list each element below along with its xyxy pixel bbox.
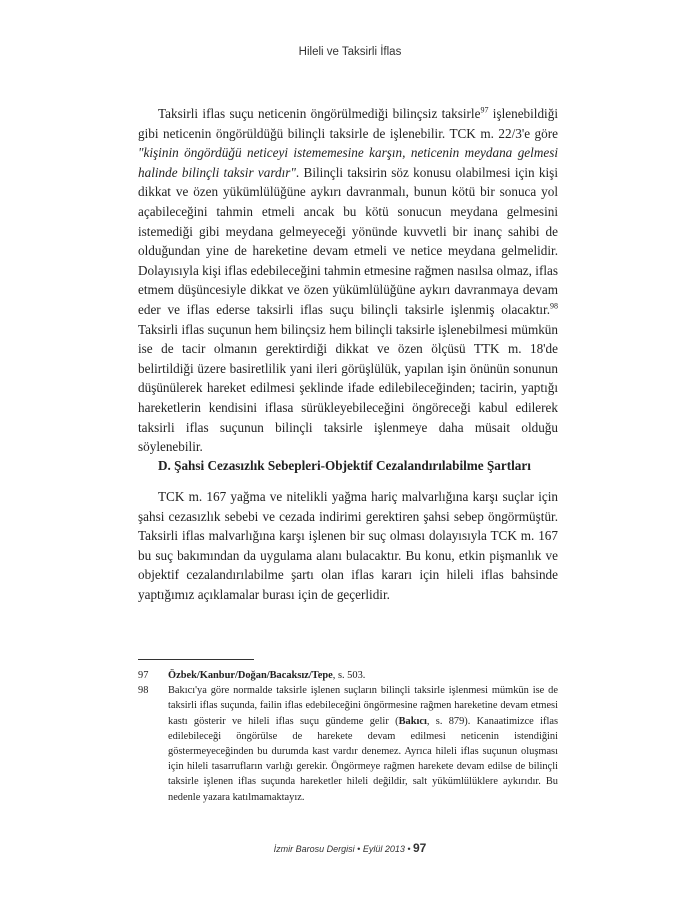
footnote-text [168, 668, 558, 683]
footnote-author: Özbek/Kanbur/Doğan/Bacaksız/Tepe [168, 670, 333, 681]
footnote-divider [138, 659, 254, 660]
footnote-text-before: Bakıcı'ya göre normalde taksirle işlenen suçların bilinçli taksirle işlenmesi mümkün ise de taksirli iflas suçunda, failin iflas edebileceğini öngörmesine rağmen hareketine devam etmesi kastı gösterir ve hileli iflas suçu gündeme gelir ( [168, 685, 558, 727]
footer-separator: • [354, 844, 363, 854]
footnote-text-after: , s. 879). Kanaatimizce iflas edilebileceği öngörülse de harekete devam edilmesi neticenin istendiğini göstermeyeceğinden bu durumda kast vardır denemez. Ayrıca hileli iflas suçunun oluşması için hileli tasarrufların varlığı gerekir. Öngörmeye rağmen harekete devam edilse de bilinçli taksirle işlenen iflas suçunda hareketler hileli değildir, salt yükümlülüklere aykırıdır. Bu nedenle yazara katılmamaktayız. [168, 715, 558, 803]
footnote-text [168, 683, 558, 805]
footnotes [138, 668, 558, 805]
journal-name: İzmir Barosu Dergisi [273, 844, 355, 854]
paragraph-1-sentence-1: Taksirli iflas suçu neticenin öngörülmediği bilinçsiz taksirle [158, 106, 481, 121]
section-heading: D. Şahsi Cezasızlık Sebepleri-Objektif Cezalandırılabilme Şartları [158, 458, 531, 473]
footnote-number: 98 [138, 685, 149, 697]
footnote-number: 97 [138, 670, 149, 681]
footnote-author: Bakıcı [398, 715, 427, 727]
footer-separator: • [404, 844, 413, 854]
paragraph-1-sentence-4: Taksirli iflas suçunun hem bilinçsiz hem bilinçli taksirle işlenebilmesi mümkün ise de tacir olmanın gerektirdiği dikkat ve özen ölçüsü TTK m. 18'de belirtildiği üzere basiretlilik yani ileri görüşlülük, yapılan işin önünün sonunun düşünülerek hareket edilmesi şeklinde ifade edilebileceğinden; tacirin, yaptığı hareketlerin kendisini iflasa sürükleyebileceğini öngöreceği kabul edilerek taksirli iflas suçunun bilinçli taksirle işlenmeye daha müsait olduğu söylenebilir. [138, 321, 558, 455]
tck-quote: "kişinin öngördüğü neticeyi istememesine karşın, neticenin meydana gelmesi halinde bilinçli taksir vardır" [138, 145, 558, 180]
footnote-97 [138, 668, 558, 683]
page-number: 97 [413, 841, 427, 855]
body-paragraph-2: TCK m. 167 yağma ve nitelikli yağma hariç malvarlığına karşı suçlar için şahsi cezasızlık sebebi ve cezada indirimi gerektiren şahsi sebep öngörmüştür. Taksirli iflas malvarlığına karşı işlenen bir suç olması dolayısıyla TCK m. 167 bu suç bakımından da uygulama alanı bulacaktır. Bu konu, etkin pişmanlık ve objektif cezalandırılabilme şartı olan iflas kararı için hileli iflas bahsinde yaptığımız açıklamalar burası için de geçerlidir. [138, 489, 558, 602]
issue-date: Eylül 2013 [362, 844, 405, 854]
body-paragraph-1 [138, 104, 558, 457]
footnote-98 [138, 683, 558, 805]
paragraph-1-sentence-2: işlenebildiği gibi neticenin öngörüldüğü bilinçli taksirle de işlenebilir. TCK m. 22/3'e göre [138, 106, 558, 141]
page-footer [0, 841, 700, 855]
paragraph-1-sentence-3: . Bilinçli taksirin söz konusu olabilmesi için kişi dikkat ve özen yükümlülüğüne aykırı davranmalı, bunun kötü bir sonuca yol açabileceğini tahmin etmeli ancak bu kötü sonucun meydana gelmesini istemediği gibi meydana gelmeyeceği yönünde kuvvetli bir inanç sahibi de olduğundan yine de hareketine devam etmeli ve netice meydana gelmelidir. Dolayısıyla kişi iflas edebileceğini tahmin etmesine rağmen nasılsa olmaz, iflas etmem düşüncesiyle dikkat ve özen yükümlülüğüne aykırı davranmaya devam eder ve iflas ederse taksirli iflas suçu bilinçli taksirle işlenmiş olacaktır. [138, 164, 558, 317]
running-header: Hileli ve Taksirli İflas [298, 46, 402, 58]
footnote-ref-98[interactable]: 98 [550, 301, 558, 311]
footnote-ref-97[interactable]: 97 [480, 105, 489, 115]
footnote-citation: , s. 503. [332, 670, 366, 681]
